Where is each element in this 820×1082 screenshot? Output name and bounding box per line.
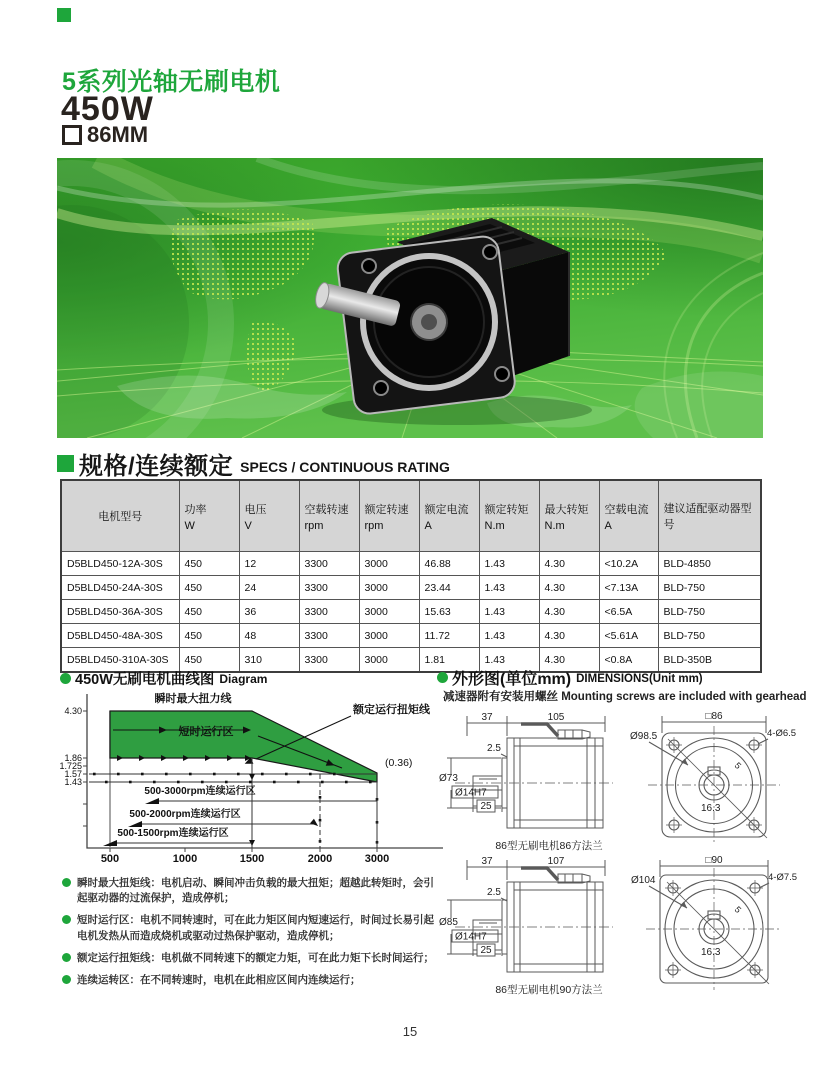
cell: 3300 <box>299 648 359 673</box>
y-tick: 1.725 <box>59 761 82 771</box>
spec-table-header-row <box>61 480 761 552</box>
table-row <box>61 600 761 624</box>
cell: BLD-750 <box>658 600 761 624</box>
column-header: 电压 V <box>239 480 299 552</box>
dim-title-cn: 外形图(单位mm) <box>452 671 572 688</box>
cell: D5BLD450-12A-30S <box>61 552 179 576</box>
dim-subtitle-cn: 减速器附有安装用螺丝 <box>443 691 558 703</box>
hero-banner <box>57 158 763 438</box>
cell: 3300 <box>299 624 359 648</box>
dim-key-depth: 16.3 <box>701 803 721 814</box>
specs-title-cn: 规格/连续额定 <box>79 453 234 480</box>
cell: 23.44 <box>419 576 479 600</box>
cell: BLD-4850 <box>658 552 761 576</box>
x-tick: 2000 <box>307 853 333 865</box>
table-row <box>61 624 761 648</box>
dim-key-depth: 16.3 <box>701 947 721 958</box>
power-title: 450W <box>61 90 154 128</box>
torque-curve-chart <box>55 686 445 868</box>
end-value-label: (0.36) <box>385 757 413 769</box>
column-header: 建议适配驱动器型号 <box>658 480 761 552</box>
cell: <0.8A <box>599 648 658 673</box>
dim-subtitle-en: Mounting screws are included with gearhead <box>561 691 807 703</box>
cell: BLD-750 <box>658 576 761 600</box>
y-tick: 1.57 <box>64 769 82 779</box>
cell: 1.43 <box>479 600 539 624</box>
cell: 4.30 <box>539 624 599 648</box>
cell: 450 <box>179 552 239 576</box>
column-header: 额定电流 A <box>419 480 479 552</box>
region-1500-label: 500-1500rpm连续运行区 <box>117 828 229 839</box>
cell: 3000 <box>359 576 419 600</box>
cell: 1.43 <box>479 552 539 576</box>
cell: 48 <box>239 624 299 648</box>
dim-shaft: Ø14H7 <box>455 931 487 943</box>
dim-shaft: Ø14H7 <box>455 787 487 799</box>
table-row <box>61 576 761 600</box>
cell: BLD-350B <box>658 648 761 673</box>
note-item <box>62 876 440 906</box>
specs-title-en: SPECS / CONTINUOUS RATING <box>240 458 450 475</box>
column-header: 空载电流 A <box>599 480 658 552</box>
brand-mark <box>57 8 71 22</box>
dim-pilot: Ø85 <box>439 917 458 928</box>
dimension-drawing-90-flange <box>437 852 807 997</box>
bullet-icon <box>62 878 71 887</box>
cell: 4.30 <box>539 600 599 624</box>
spec-table-body <box>61 552 761 673</box>
bullet-icon <box>62 915 71 924</box>
cell: 310 <box>239 648 299 673</box>
cell: 450 <box>179 624 239 648</box>
spec-table <box>60 479 762 673</box>
cell: 3300 <box>299 552 359 576</box>
note-item <box>62 913 440 943</box>
cell: 11.72 <box>419 624 479 648</box>
cell: <10.2A <box>599 552 658 576</box>
cell: 1.43 <box>479 624 539 648</box>
dim-107: 107 <box>547 856 565 867</box>
dim-spigot: Ø104 <box>631 875 656 886</box>
note-item <box>62 951 440 966</box>
x-tick: 3000 <box>364 853 390 865</box>
column-header: 空载转速 rpm <box>299 480 359 552</box>
drawing-caption: 86型无刷电机86方法兰 <box>495 840 603 852</box>
dim-105: 105 <box>547 712 565 723</box>
dim-spigot: Ø98.5 <box>630 731 658 742</box>
dim-37: 37 <box>481 712 493 723</box>
dim-pilot: Ø73 <box>439 773 458 784</box>
page-number: 15 <box>402 1024 418 1039</box>
green-dot-icon <box>437 672 448 683</box>
dim-holes: 4-Ø6.5 <box>767 728 797 739</box>
cell: 46.88 <box>419 552 479 576</box>
region-3000-label: 500-3000rpm连续运行区 <box>144 786 256 797</box>
cell: D5BLD450-36A-30S <box>61 600 179 624</box>
cell: 4.30 <box>539 648 599 673</box>
column-header: 额定转矩 N.m <box>479 480 539 552</box>
dimension-drawing-86-flange <box>437 708 807 853</box>
table-row <box>61 552 761 576</box>
x-tick: 500 <box>100 853 120 865</box>
cell: 36 <box>239 600 299 624</box>
dim-square: □90 <box>705 855 723 866</box>
green-dot-icon <box>60 673 71 684</box>
cell: BLD-750 <box>658 624 761 648</box>
y-tick: 1.43 <box>64 777 82 787</box>
curve-title-cn: 450W无刷电机曲线图 <box>75 672 215 688</box>
dim-37: 37 <box>481 856 493 867</box>
x-tick: 1500 <box>239 853 265 865</box>
dim-2-5: 2.5 <box>487 887 501 898</box>
frame-size-label: 86MM <box>87 122 149 147</box>
short-time-region-label: 短时运行区 <box>178 726 234 738</box>
cell: 12 <box>239 552 299 576</box>
cell: <5.61A <box>599 624 658 648</box>
dim-2-5: 2.5 <box>487 743 501 754</box>
note-text: 额定运行扭矩线：电机做不同转速下的额定力矩，可在此力矩下长时间运行； <box>77 951 434 964</box>
cell: 4.30 <box>539 552 599 576</box>
cell: 3000 <box>359 552 419 576</box>
column-header: 电机型号 <box>61 480 179 552</box>
bullet-icon <box>62 975 71 984</box>
rated-torque-line-label: 额定运行扭矩线 <box>353 704 430 716</box>
bullet-icon <box>62 953 71 962</box>
drawing-caption: 86型无刷电机90方法兰 <box>495 984 603 996</box>
green-square-icon <box>57 455 74 472</box>
note-text: 连续运转区：在不同转速时，电机在此相应区间内连续运行； <box>77 974 361 987</box>
cell: 450 <box>179 648 239 673</box>
operating-band <box>110 711 377 782</box>
column-header: 功率 W <box>179 480 239 552</box>
note-item <box>62 973 440 988</box>
frame-size <box>62 122 148 148</box>
column-header: 最大转矩 N.m <box>539 480 599 552</box>
cell: 1.43 <box>479 576 539 600</box>
cell: <6.5A <box>599 600 658 624</box>
dim-key-width: 5 <box>732 904 744 915</box>
cell: 450 <box>179 600 239 624</box>
cell: 3300 <box>299 576 359 600</box>
cell: 3000 <box>359 600 419 624</box>
curve-notes <box>62 876 440 995</box>
specs-section-header <box>57 446 450 481</box>
cell: 4.30 <box>539 576 599 600</box>
cell: 24 <box>239 576 299 600</box>
cell: 3000 <box>359 624 419 648</box>
y-tick: 4.30 <box>64 706 82 716</box>
cell: 3300 <box>299 600 359 624</box>
y-tick: 1.86 <box>64 753 82 763</box>
cell: D5BLD450-24A-30S <box>61 576 179 600</box>
curve-title-en: Diagram <box>219 671 268 686</box>
dim-25: 25 <box>480 945 492 956</box>
cell: 15.63 <box>419 600 479 624</box>
note-text: 瞬时最大扭矩线：电机启动、瞬间冲击负载的最大扭矩；超越此转矩时，会引起驱动器的过流保护，造成停机； <box>77 877 434 905</box>
note-text: 短时运行区：电机不同转速时，可在此力矩区间内短速运行，时间过长易引起电机发热从而造成烧机或驱动过热保护驱动，造成停机； <box>77 914 434 942</box>
dim-key-width: 5 <box>732 760 744 771</box>
dimensions-section-header <box>437 666 703 689</box>
cell: 3000 <box>359 648 419 673</box>
max-torque-line-label: 瞬时最大扭力线 <box>154 693 232 705</box>
dim-square: □86 <box>705 711 723 722</box>
column-header: 额定转速 rpm <box>359 480 419 552</box>
cell: D5BLD450-48A-30S <box>61 624 179 648</box>
dim-title-en: DIMENSIONS(Unit mm) <box>576 673 703 685</box>
dim-25: 25 <box>480 801 492 812</box>
x-tick: 1000 <box>172 853 198 865</box>
square-outline-icon <box>62 125 82 145</box>
cell: 1.81 <box>419 648 479 673</box>
dimensions-subtitle <box>443 688 807 704</box>
series-title: 5系列光轴无刷电机 <box>62 68 281 96</box>
cell: D5BLD450-310A-30S <box>61 648 179 673</box>
cell: 450 <box>179 576 239 600</box>
dim-holes: 4-Ø7.5 <box>768 872 798 883</box>
cell: <7.13A <box>599 576 658 600</box>
region-2000-label: 500-2000rpm连续运行区 <box>129 809 241 820</box>
cell: 1.43 <box>479 648 539 673</box>
hero-image <box>57 158 763 438</box>
